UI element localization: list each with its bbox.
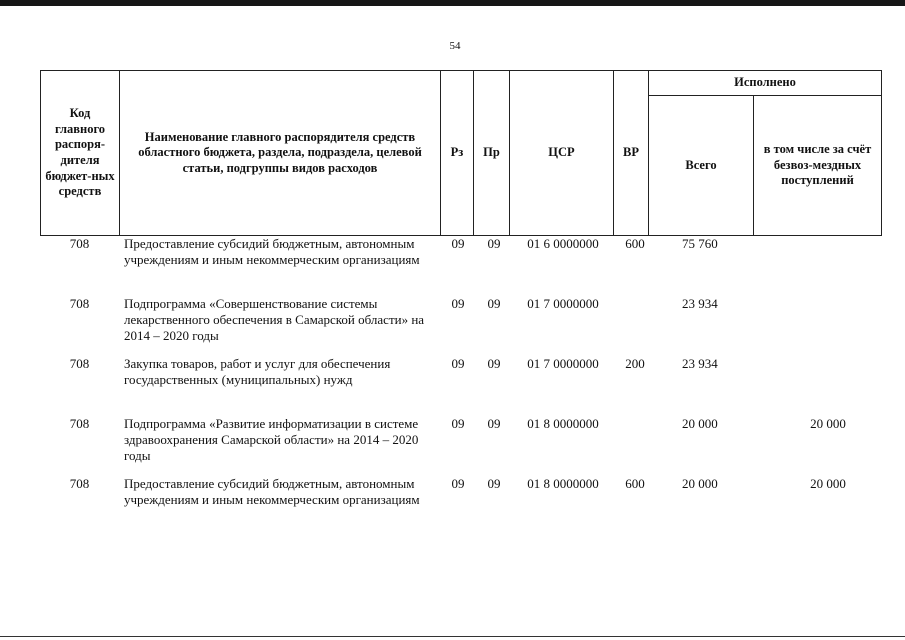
header-pr: Пр bbox=[474, 71, 510, 236]
cell-csr: 01 8 0000000 bbox=[527, 416, 599, 431]
table-row bbox=[40, 356, 881, 416]
header-executed: Исполнено bbox=[649, 71, 882, 96]
cell-code: 708 bbox=[69, 296, 90, 311]
cell-vr: 600 bbox=[625, 476, 645, 491]
table-header bbox=[40, 70, 882, 236]
cell-code: 708 bbox=[69, 236, 90, 251]
top-border-rule bbox=[0, 0, 905, 6]
header-name: Наименование главного распорядителя средств областного бюджета, раздела, подраздела, целевой статьи, подгруппы видов расходов bbox=[120, 71, 441, 236]
cell-total: 23 934 bbox=[682, 296, 718, 311]
cell-pr: 09 bbox=[487, 476, 501, 491]
cell-total: 75 760 bbox=[682, 236, 718, 251]
cell-pr: 09 bbox=[487, 356, 501, 371]
cell-rz: 09 bbox=[451, 236, 465, 251]
header-code: Код главного распоря-дителя бюджет-ных средств bbox=[41, 71, 120, 236]
cell-free: 20 000 bbox=[810, 416, 846, 431]
cell-code: 708 bbox=[69, 416, 90, 431]
cell-name: Подпрограмма «Совершенствование системы лекарственного обеспечения в Самарской области» на 2014 – 2020 годы bbox=[124, 296, 425, 343]
cell-vr: 600 bbox=[625, 236, 645, 251]
cell-csr: 01 7 0000000 bbox=[527, 296, 599, 311]
cell-csr: 01 6 0000000 bbox=[527, 236, 599, 251]
cell-name: Закупка товаров, работ и услуг для обеспечения государственных (муниципальных) нужд bbox=[124, 356, 391, 387]
cell-name: Подпрограмма «Развитие информатизации в системе здравоохранения Самарской области» на 2014 – 2020 годы bbox=[124, 416, 419, 463]
cell-free: 20 000 bbox=[810, 476, 846, 491]
table-row bbox=[40, 476, 881, 536]
page-number: 54 bbox=[449, 40, 461, 52]
table-row bbox=[40, 236, 881, 296]
cell-total: 23 934 bbox=[682, 356, 718, 371]
table-row bbox=[40, 296, 881, 356]
header-free: в том числе за счёт безвоз-мездных поступлений bbox=[754, 96, 882, 236]
cell-name: Предоставление субсидий бюджетным, автономным учреждениям и иным некоммерческим организациям bbox=[124, 236, 420, 267]
cell-vr: 200 bbox=[625, 356, 645, 371]
cell-rz: 09 bbox=[451, 296, 465, 311]
cell-csr: 01 8 0000000 bbox=[527, 476, 599, 491]
cell-rz: 09 bbox=[451, 416, 465, 431]
header-rz: Рз bbox=[441, 71, 474, 236]
header-csr: ЦСР bbox=[510, 71, 614, 236]
cell-rz: 09 bbox=[451, 356, 465, 371]
cell-code: 708 bbox=[69, 356, 90, 371]
bottom-border-rule bbox=[0, 636, 905, 637]
cell-total: 20 000 bbox=[682, 476, 718, 491]
cell-pr: 09 bbox=[487, 416, 501, 431]
cell-pr: 09 bbox=[487, 236, 501, 251]
cell-csr: 01 7 0000000 bbox=[527, 356, 599, 371]
table-row bbox=[40, 416, 881, 476]
header-vr: ВР bbox=[614, 71, 649, 236]
cell-rz: 09 bbox=[451, 476, 465, 491]
cell-code: 708 bbox=[69, 476, 90, 491]
header-total: Всего bbox=[649, 96, 754, 236]
cell-pr: 09 bbox=[487, 296, 501, 311]
table-body bbox=[40, 236, 881, 536]
cell-total: 20 000 bbox=[682, 416, 718, 431]
cell-name: Предоставление субсидий бюджетным, автономным учреждениям и иным некоммерческим организациям bbox=[124, 476, 420, 507]
